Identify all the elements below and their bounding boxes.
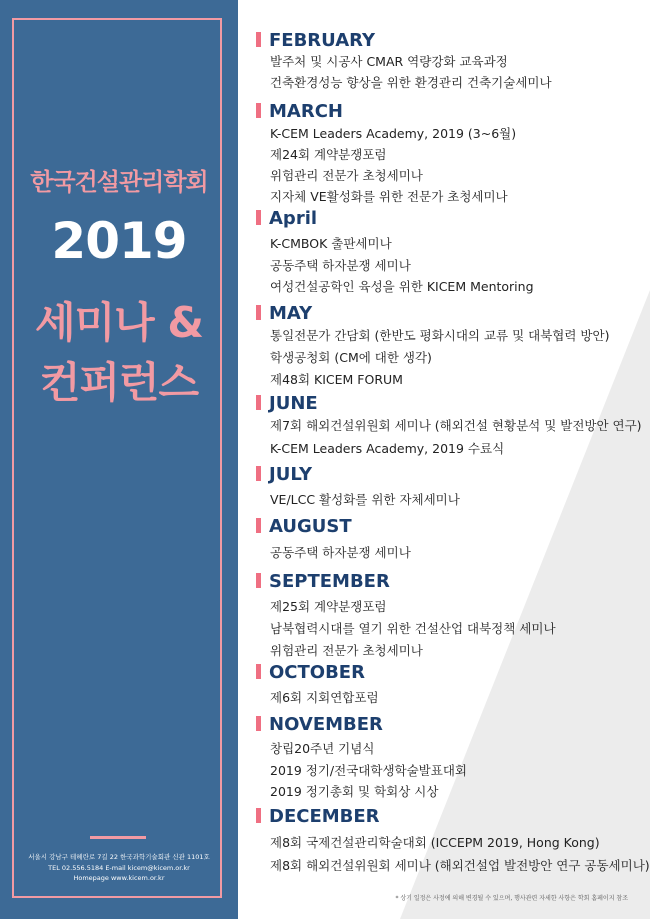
month-bar <box>256 466 261 481</box>
event-item: 건축환경성능 향상을 위한 환경관리 건축기술세미나 <box>270 75 552 90</box>
org-name: 한국건설관리학회 <box>30 168 208 196</box>
month-bar <box>256 32 261 47</box>
month-bar <box>256 395 261 410</box>
event-item: 여성건설공학인 육성을 위한 KICEM Mentoring <box>270 279 534 294</box>
month-bar <box>256 716 261 731</box>
year-title: 2019 <box>51 212 187 270</box>
title-line1: 세미나 & <box>35 298 203 347</box>
event-item: 제24회 계약분쟁포럼 <box>270 147 387 162</box>
month-label: DECEMBER <box>269 806 380 827</box>
month-heading <box>256 662 365 683</box>
month-label: AUGUST <box>269 516 352 537</box>
event-item: 통일전문가 간담회 (한반도 평화시대의 교류 및 대북협력 방안) <box>270 328 610 343</box>
event-item: 제25회 계약분쟁포럼 <box>270 599 387 614</box>
event-item: 2019 정기/전국대학생학술발표대회 <box>270 763 467 778</box>
month-label: MAY <box>269 303 313 324</box>
month-bar <box>256 103 261 118</box>
event-item: 제48회 KICEM FORUM <box>270 372 403 387</box>
month-heading <box>256 30 375 51</box>
month-label: OCTOBER <box>269 662 365 683</box>
event-item: 남북협력시대를 열기 위한 건설산업 대북정책 세미나 <box>270 621 556 636</box>
footnote: * 상기 일정은 사정에 의해 변경될 수 있으며, 행사관련 자세한 사항은 학회 홈페이지 참조 <box>395 895 628 902</box>
contact-address: 서울시 강남구 테헤란로 7길 22 한국과학기술회관 신관 1101호 <box>28 853 210 861</box>
month-heading <box>256 393 318 414</box>
event-item: 지자체 VE활성화를 위한 전문가 초청세미나 <box>270 189 508 204</box>
event-item: 제7회 해외건설위원회 세미나 (해외건설 현황분석 및 발전방안 연구) <box>270 418 642 433</box>
month-heading <box>256 571 390 592</box>
month-bar <box>256 664 261 679</box>
contact-homepage: Homepage www.kicem.or.kr <box>73 874 165 882</box>
month-label: FEBRUARY <box>269 30 376 51</box>
contact-phone-email: TEL 02.556.5184 E-mail kicem@kicem.or.kr <box>48 863 190 872</box>
month-label: JULY <box>269 464 313 485</box>
month-bar <box>256 210 261 225</box>
event-item: VE/LCC 활성화를 위한 자체세미나 <box>270 492 460 507</box>
event-item: K-CEM Leaders Academy, 2019 수료식 <box>270 441 505 456</box>
event-item: 학생공청회 (CM에 대한 생각) <box>270 350 432 365</box>
event-item: 발주처 및 시공사 CMAR 역량강화 교육과정 <box>270 54 508 69</box>
event-item: 제8회 해외건설위원회 세미나 (해외건설업 발전방안 연구 공동세미나) <box>270 858 650 873</box>
month-heading <box>256 806 380 827</box>
month-label: JUNE <box>269 393 318 414</box>
left-panel <box>0 0 238 919</box>
month-label: SEPTEMBER <box>269 571 390 592</box>
event-item: K-CEM Leaders Academy, 2019 (3~6월) <box>270 126 517 141</box>
event-item: 창립20주년 기념식 <box>270 741 375 756</box>
event-item: 공동주택 하자분쟁 세미나 <box>270 545 411 560</box>
event-item: 위험관리 전문가 초청세미나 <box>270 168 423 183</box>
month-bar <box>256 518 261 533</box>
event-item: K-CMBOK 출판세미나 <box>270 236 392 251</box>
contact-info <box>0 852 238 884</box>
month-heading <box>256 516 352 537</box>
pink-frame <box>12 18 222 898</box>
event-item: 2019 정기총회 및 학회상 시상 <box>270 784 439 799</box>
month-label: MARCH <box>269 101 343 122</box>
month-bar <box>256 808 261 823</box>
event-item: 제6회 지회연합포럼 <box>270 690 379 705</box>
event-item: 공동주택 하자분쟁 세미나 <box>270 258 411 273</box>
month-label: NOVEMBER <box>269 714 383 735</box>
month-heading <box>256 208 317 229</box>
month-bar <box>256 305 261 320</box>
month-heading <box>256 464 312 485</box>
month-label: April <box>269 208 318 229</box>
month-bar <box>256 573 261 588</box>
title-line2: 컨퍼런스 <box>39 358 199 407</box>
divider <box>90 836 146 839</box>
month-heading <box>256 303 312 324</box>
event-item: 제8회 국제건설관리학술대회 (ICCEPM 2019, Hong Kong) <box>270 835 600 850</box>
month-heading <box>256 101 343 122</box>
month-heading <box>256 714 383 735</box>
event-item: 위험관리 전문가 초청세미나 <box>270 643 423 658</box>
